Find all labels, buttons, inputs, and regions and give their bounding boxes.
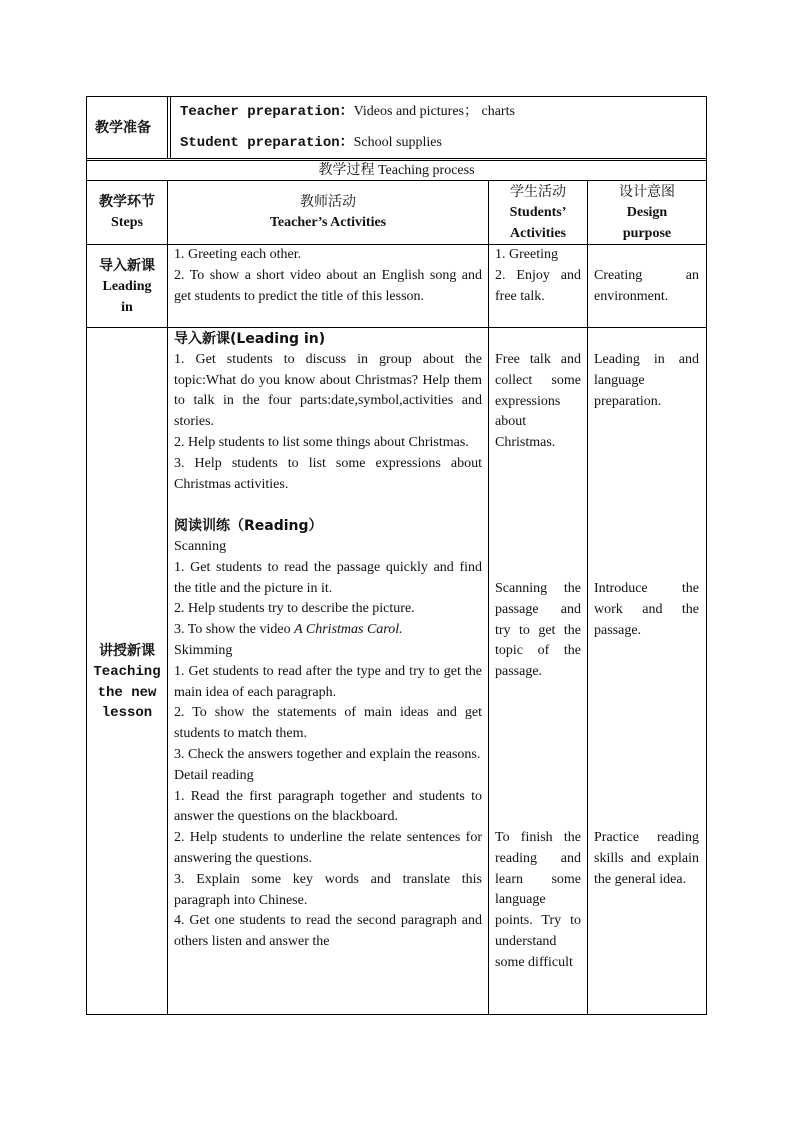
row2-step-en3: lesson [101, 705, 153, 722]
row1-student-item: 2. Enjoy and free talk. [495, 267, 581, 304]
col-divider [170, 96, 171, 159]
row2-step-cn: 讲授新课 [99, 643, 155, 659]
header-steps-cn: 教学环节 [99, 194, 155, 210]
row1-design-purpose: Creating an environment. [594, 268, 699, 304]
leading-in-item: 1. Get students to discuss in group about the topic:What do you know about Christmas? Help them to talk in the four parts:date,symbol,activities and stories. [174, 351, 482, 430]
table-border-top [86, 96, 707, 97]
row2-student-activity: Free talk and collect some expressions about Christmas. [495, 352, 581, 451]
row1-teacher-activities [174, 245, 482, 307]
row1-step [87, 256, 167, 318]
leading-in-item: 2. Help students to list some things about Christmas. [174, 434, 469, 450]
row1-step-en2: in [121, 299, 133, 315]
col-divider [587, 180, 588, 1015]
skimming-item: 1. Get students to read after the type and try to get the main idea of each paragraph. [174, 663, 482, 700]
detail-reading-item: 1. Read the first paragraph together and students to answer the questions on the blackboard. [174, 788, 482, 825]
header-students [489, 182, 587, 244]
student-preparation [180, 133, 442, 154]
row1-teacher-item: 1. Greeting each other. [174, 247, 302, 262]
teacher-prep-label: Teacher preparation： [180, 104, 354, 120]
header-students-cn: 学生活动 [510, 184, 566, 200]
scanning-item-prefix: 3. To show the video [174, 622, 295, 638]
header-teacher-cn: 教师活动 [300, 194, 356, 210]
scanning-item: 2. Help students try to describe the picture. [174, 601, 415, 617]
row1-student-activities [495, 245, 581, 307]
row-divider [86, 158, 707, 159]
row2-design-purpose: Practice reading skills and explain the general idea. [594, 830, 699, 887]
section-title-leading-in: 导入新课(Leading in) [174, 331, 326, 347]
detail-reading-item: 4. Get one students to read the second paragraph and others listen and answer the [174, 913, 482, 950]
row1-teacher-item: 2. To show a short video about an English song and get students to predict the title of this lesson. [174, 267, 482, 304]
section-title-reading: 阅读训练（Reading） [174, 518, 323, 535]
table-border-bottom [86, 1014, 707, 1015]
row1-student-item: 1. Greeting [495, 247, 558, 262]
scanning-label: Scanning [174, 538, 227, 554]
row2-teacher-activities [174, 329, 482, 1013]
teacher-preparation [180, 102, 515, 123]
header-steps-en: Steps [111, 214, 143, 230]
header-students-en2: Activities [510, 225, 566, 241]
header-design-en1: Design [626, 204, 668, 220]
col-divider [167, 96, 168, 159]
row2-student-activity: Scanning the passage and try to get the topic of the passage. [495, 581, 581, 680]
row2-step-en2: the new [97, 684, 157, 701]
teacher-prep-value: Videos and pictures； charts [353, 104, 515, 119]
col-divider [167, 180, 168, 1015]
header-design-cn: 设计意图 [619, 184, 675, 200]
skimming-label: Skimming [174, 642, 233, 658]
row1-step-en1: Leading [102, 278, 152, 294]
scanning-item [174, 620, 482, 641]
prep-label: 教学准备 [95, 120, 151, 136]
row2-step-en1: Teaching [93, 663, 161, 680]
row2-design-purpose: Introduce the work and the passage. [594, 581, 699, 638]
leading-in-item: 3. Help students to list some expressions about Christmas activities. [174, 455, 482, 492]
header-design-en2: purpose [622, 225, 672, 241]
row-divider [86, 327, 707, 328]
process-title: 教学过程 Teaching process [318, 163, 475, 178]
header-teacher-en: Teacher’s Activities [269, 214, 387, 230]
header-design [588, 182, 706, 244]
table-border-right [706, 96, 707, 1015]
student-prep-value: School supplies [353, 135, 442, 150]
skimming-item: 3. Check the answers together and explain the reasons. [174, 746, 481, 762]
row2-student-activity: To finish the reading and learn some language points. Try to understand some difficult [495, 830, 581, 970]
table-border-left [86, 96, 87, 1015]
detail-reading-item: 3. Explain some key words and translate this paragraph into Chinese. [174, 871, 482, 908]
row1-step-cn: 导入新课 [99, 258, 155, 274]
student-prep-label: Student preparation： [180, 135, 354, 151]
row2-design-purpose: Leading in and language preparation. [594, 352, 699, 409]
skimming-item: 2. To show the statements of main ideas and get students to match them. [174, 705, 482, 742]
row2-step [87, 641, 167, 724]
detail-reading-item: 2. Help students to underline the relate sentences for answering the questions. [174, 830, 482, 866]
scanning-item: 1. Get students to read the passage quickly and find the title and the picture in it. [174, 559, 482, 596]
video-title: A Christmas Carol. [294, 622, 403, 638]
col-divider [488, 180, 489, 1015]
header-steps [87, 192, 167, 234]
detail-reading-label: Detail reading [174, 767, 254, 783]
header-teacher [168, 192, 488, 234]
header-students-en1: Students’ [509, 204, 567, 220]
